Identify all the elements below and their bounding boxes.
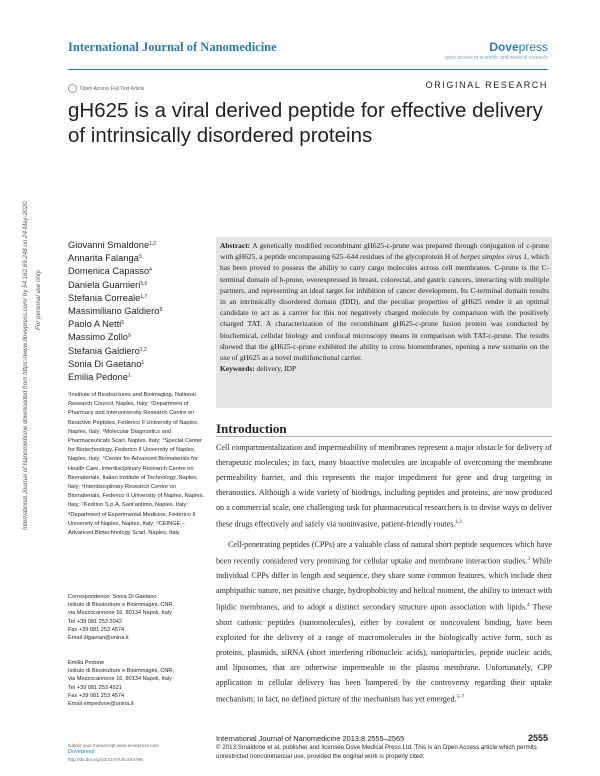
- open-access-icon: [68, 84, 77, 93]
- publisher-prefix: Dove: [489, 40, 519, 54]
- correspondence-heading: Correspondence: Sonia Di Gaetano: [68, 594, 157, 600]
- citation[interactable]: 3: [527, 556, 530, 562]
- correspondence-line: Tel +39 081 253 2042: [68, 618, 122, 625]
- publisher-suffix: press: [518, 40, 548, 54]
- citation[interactable]: 4: [527, 603, 530, 609]
- abstract-italic: herpes simplex virus 1: [460, 252, 528, 262]
- copyright: © 2013 Smaldone et al, publisher and licensee Dove Medical Press Ltd. This is an Open Access article which permits unrestricted noncommercial use, provided the original work is properly cited.: [216, 744, 537, 760]
- author[interactable]: Daniela Guarnieri$^{5,6}$: [68, 279, 148, 290]
- author[interactable]: Stefania Galdiero$^{1,2}$: [68, 345, 147, 356]
- abstract: [220, 240, 549, 374]
- correspondence-line: via Mezzocannone 16, 80134 Napoli, Italy: [68, 676, 172, 683]
- section-divider: [216, 436, 552, 437]
- footer-submit: [68, 742, 159, 763]
- correspondence-line: Fax +39 081 253 4574: [68, 626, 125, 633]
- author[interactable]: Annarita Falanga$^3$: [68, 253, 142, 264]
- author[interactable]: Domenica Capasso$^4$: [68, 266, 152, 277]
- correspondence-line: via Mezzocannone 16, 80134 Napoli, Italy: [68, 610, 172, 617]
- author[interactable]: Stefania Correale$^{1,7}$: [68, 292, 148, 303]
- affiliations: ¹Institute of Biostructures and Bioimaging, National Research Council, Naples, Italy; ²Department of Pharmacy and Interuniversity Research Centre on Bioactive Peptides, Federico II University of Naples, Naples, Italy; ³Molecular Diagnostics and Pharmaceuticals Scarl, Naples, Italy; ⁴Special Center for Biotechnology, Federico II University of Naples, Naples, Italy; ⁵Center for Advanced Biomaterials for Health Care, Interdisciplinary Research Centre on Biomaterials, Italian Institute of Technology, Naples, Italy; ⁶Interdisciplinary Research Centre on Biomaterials, Federico II University of Naples, Naples, Italy; ⁷Kedrion S.p.A, Sant'antimo, Naples, Italy; ⁸Department of Experimental Medicine, Federico II University of Naples, Naples, Italy; ⁹CEINGE – Advanced Biotechnology Scarl, Naples, Italy: [68, 392, 204, 537]
- keywords-label: Keywords:: [220, 364, 255, 374]
- correspondence-block: [68, 593, 208, 642]
- author[interactable]: Massimiliano Galdiero$^8$: [68, 306, 163, 317]
- correspondence-line: Tel +39 081 253 4521: [68, 684, 122, 691]
- correspondence-line: Istituto di Biostrutture e Bioimmagini, CNR,: [68, 668, 175, 675]
- download-note-text: International Journal of Nanomedicine downloaded from https://www.dovepress.com/ by 54.162.69.248 on 24-May-2020: [22, 201, 29, 530]
- citation[interactable]: 1,2: [455, 520, 462, 525]
- keywords: delivery, IDP: [254, 364, 297, 374]
- submit-url[interactable]: www.dovepress.com: [116, 743, 159, 748]
- personal-use-note: [33, 130, 47, 330]
- citation[interactable]: 5–7: [456, 695, 465, 701]
- journal-title[interactable]: International Journal of Nanomedicine: [68, 40, 277, 54]
- author[interactable]: Paolo A Netti$^6$: [68, 319, 125, 330]
- paragraph: Cell-penetrating peptides (CPPs) are a valuable class of natural short peptide sequences which have been recently considered very promising for cellular uptake and membrane interaction studies.$^3$ While individual CPPs differ in length and sequence, they share some common features, which include their amphipathic nature, net positive charge, hydrophobicity and helical moment, the ability to interact with lipidic membranes, and to adopt a distinct secondary structure upon association with lipids.$^4$ These short cationic peptides (nanomolecules), either by covalent or noncovalent binding, have been exploited for the delivery of a range of macromolecules in the biologically active form, such as proteins, plasmids, siRNA (short interfering ribonucleic acids), nanoparticles, peptide nucleic acids, and liposomes, that are otherwise impermeable to the plasma membrane. Unfortunately, CPP application in cellular delivery has been hampered by the controversy regarding their uptake mechanism; in fact, no defined picture of the mechanism has yet emerged.$^{5-7}$: [216, 539, 553, 704]
- article-section: ORIGINAL RESEARCH: [425, 80, 548, 90]
- author[interactable]: Massimo Zollo$^9$: [68, 332, 131, 343]
- article-title: gH625 is a viral derived peptide for effective delivery of intrinsically disordered proteins: [68, 99, 543, 147]
- open-access-label[interactable]: [68, 84, 144, 93]
- correspondence-line: Fax +39 081 253 4574: [68, 692, 125, 699]
- section-heading: Introduction: [216, 421, 287, 436]
- abstract-text: A genetically modified recombinant gH625-c-prune was prepared through conjugation of c-prune with gH625, a peptide encompassing 625–644 residues of the glycoprotein H of: [220, 241, 549, 262]
- open-access-text: Open Access Full Text Article: [80, 85, 145, 92]
- footer-dove-logo[interactable]: Dovepress: [68, 749, 95, 755]
- publisher-tagline: open access to scientific and medical research: [444, 55, 548, 61]
- abstract-label: Abstract:: [220, 241, 251, 250]
- publisher-logo[interactable]: [489, 40, 548, 54]
- correspondence-line: Istituto di Biostrutture e Bioimmagini, CNR,: [68, 602, 175, 609]
- introduction-body: [216, 440, 552, 707]
- correspondence-email[interactable]: Email digaetan@unina.it: [68, 635, 129, 642]
- author[interactable]: Sonia Di Gaetano$^1$: [68, 358, 145, 369]
- download-note: [20, 130, 34, 530]
- correspondence-email[interactable]: Email empedone@unina.it: [68, 701, 134, 708]
- abstract-text: , which has been proved to possess the ability to carry cargo molecules across cell membranes. C-prune is the C-terminal domain of h-prune, overexpressed in breast, colorectal, and gastric cancers, interacting with multiple partners, and representing an ideal target for inhibition of cancer development. Its C-terminal domain results in an intrinsically disordered domain (IDD), and the peculiar properties of gH625 render it an optimal candidate to act as a carrier for this not negatively charged molecule by comparison with the positively charged TAT. A characterization of the recombinant gH625-c-prune fusion protein was conducted by biochemical, cellular biology and confocal microscopy means in comparison with TAT-c-prune. The results showed that the gH625-c-prune exhibited the ability to cross biomembranes, opening a new scenario on the use of gH625 as a novel multifunctional carrier.: [220, 252, 549, 363]
- submit-link[interactable]: submit your manuscript: [68, 743, 116, 748]
- author[interactable]: Giovanni Smaldone$^{1,2}$: [68, 240, 157, 250]
- author-list: [68, 239, 208, 384]
- header-divider: [68, 69, 548, 70]
- paragraph: Cell compartmentalization and impermeability of membranes represent a major obstacle for delivery of therapeutic molecules; in fact, many bioactive molecules are incapable of overcoming the membrane permeability barrier, and this represents the major impediment for gene and drug targeting in theranostics. Although a wide variety of biodrugs, including peptides and proteins, are now produced on a commercial scale, one challenging task for pharmaceutical researchers is to devise ways to deliver these drugs effectively and safely via noninvasive, patient-friendly routes.$^{1,2}$: [216, 443, 552, 529]
- correspondence-block: [68, 659, 208, 708]
- footer-journal: International Journal of Nanomedicine 2013:8 2555–2565: [216, 734, 405, 743]
- doi-link[interactable]: http://dx.doi.org/10.2147/IJN.S44766: [68, 757, 143, 762]
- personal-use-text: For personal use only.: [35, 269, 42, 330]
- page-number: 2555: [527, 733, 548, 743]
- correspondence-heading: Emilia Pedone: [68, 660, 105, 666]
- author[interactable]: Emilia Pedone$^1$: [68, 372, 131, 383]
